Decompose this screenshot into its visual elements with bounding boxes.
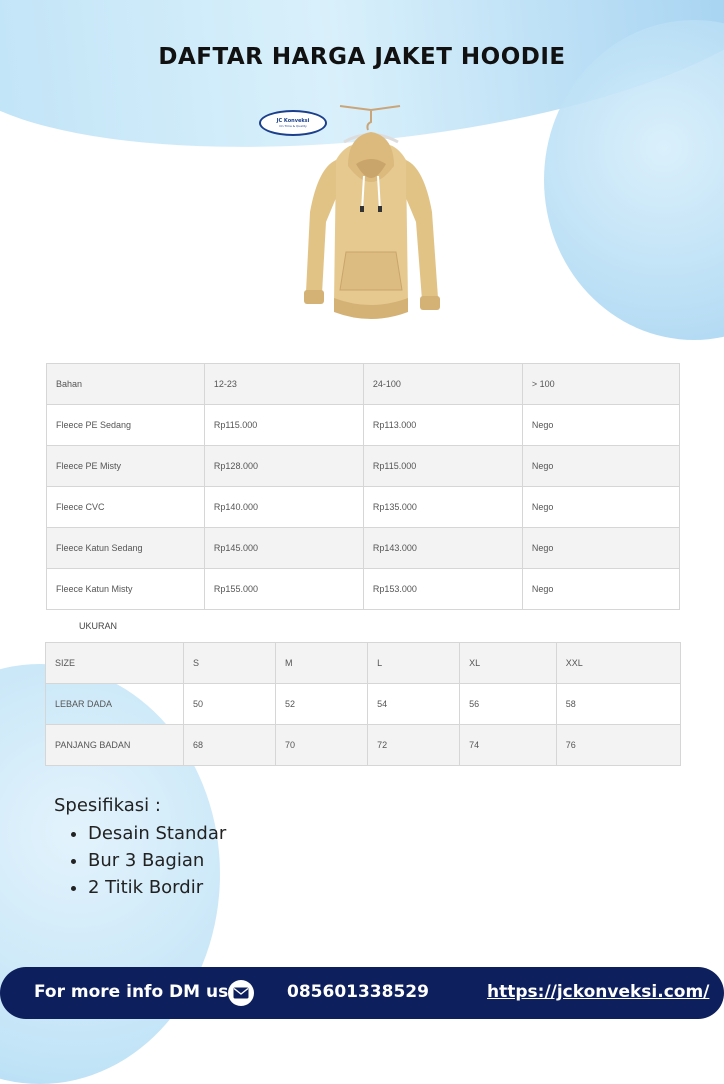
table-header-cell: SIZE xyxy=(46,643,184,684)
table-header-cell: 24-100 xyxy=(363,364,522,405)
footer-info-text: For more info DM us xyxy=(34,982,229,1002)
list-item: • Bur 3 Bagian xyxy=(88,847,226,874)
table-header-cell: Bahan xyxy=(47,364,205,405)
table-row xyxy=(46,684,681,725)
table-row xyxy=(47,487,680,528)
table-cell: Fleece PE Sedang xyxy=(47,405,205,446)
table-cell: Nego xyxy=(522,487,679,528)
table-cell: 52 xyxy=(276,684,368,725)
table-header-cell: > 100 xyxy=(522,364,679,405)
table-header-cell: M xyxy=(276,643,368,684)
footer-website-link[interactable]: https://jckonveksi.com/ xyxy=(487,982,710,1002)
table-row xyxy=(47,446,680,487)
table-cell: Nego xyxy=(522,446,679,487)
table-row xyxy=(47,569,680,610)
table-cell: 50 xyxy=(184,684,276,725)
table-cell: 76 xyxy=(556,725,680,766)
table-header-cell: XXL xyxy=(556,643,680,684)
table-header-cell: XL xyxy=(460,643,557,684)
table-cell: Nego xyxy=(522,405,679,446)
table-cell: Fleece CVC xyxy=(47,487,205,528)
table-cell: Nego xyxy=(522,569,679,610)
table-cell: LEBAR DADA xyxy=(46,684,184,725)
table-cell: Fleece PE Misty xyxy=(47,446,205,487)
table-row xyxy=(47,405,680,446)
table-cell: Rp155.000 xyxy=(204,569,363,610)
size-table xyxy=(45,642,681,766)
table-header-row xyxy=(47,364,680,405)
table-header-cell: L xyxy=(368,643,460,684)
logo-tagline: On Time & Quality xyxy=(279,124,307,128)
spec-title: Spesifikasi : xyxy=(54,795,161,816)
specification-section xyxy=(54,795,226,901)
table-cell: 72 xyxy=(368,725,460,766)
table-cell: Fleece Katun Sedang xyxy=(47,528,205,569)
mail-icon[interactable] xyxy=(228,980,254,1006)
table-cell: Rp145.000 xyxy=(204,528,363,569)
price-table xyxy=(46,363,680,610)
table-row xyxy=(47,528,680,569)
table-cell: Fleece Katun Misty xyxy=(47,569,205,610)
table-cell: 70 xyxy=(276,725,368,766)
table-cell: Rp153.000 xyxy=(363,569,522,610)
logo-name: JC Konveksi xyxy=(276,118,310,124)
hoodie-image xyxy=(296,102,446,330)
table-cell: PANJANG BADAN xyxy=(46,725,184,766)
list-item: • Desain Standar xyxy=(88,820,226,847)
table-header-cell: S xyxy=(184,643,276,684)
table-cell: 74 xyxy=(460,725,557,766)
table-cell: 68 xyxy=(184,725,276,766)
table-cell: 56 xyxy=(460,684,557,725)
table-cell: Rp113.000 xyxy=(363,405,522,446)
table-cell: Rp115.000 xyxy=(363,446,522,487)
table-cell: 58 xyxy=(556,684,680,725)
table-cell: Rp140.000 xyxy=(204,487,363,528)
table-cell: Rp128.000 xyxy=(204,446,363,487)
table-row xyxy=(46,725,681,766)
spec-list xyxy=(54,820,226,901)
table-cell: Rp143.000 xyxy=(363,528,522,569)
list-item: • 2 Titik Bordir xyxy=(88,874,226,901)
table-cell: 54 xyxy=(368,684,460,725)
footer-phone[interactable]: 085601338529 xyxy=(287,982,429,1002)
page-title: DAFTAR HARGA JAKET HOODIE xyxy=(158,44,566,70)
table-cell: Rp115.000 xyxy=(204,405,363,446)
size-section-label: UKURAN xyxy=(79,621,118,631)
table-header-row xyxy=(46,643,681,684)
table-cell: Nego xyxy=(522,528,679,569)
table-header-cell: 12-23 xyxy=(204,364,363,405)
footer-bar xyxy=(0,967,724,1019)
table-cell: Rp135.000 xyxy=(363,487,522,528)
